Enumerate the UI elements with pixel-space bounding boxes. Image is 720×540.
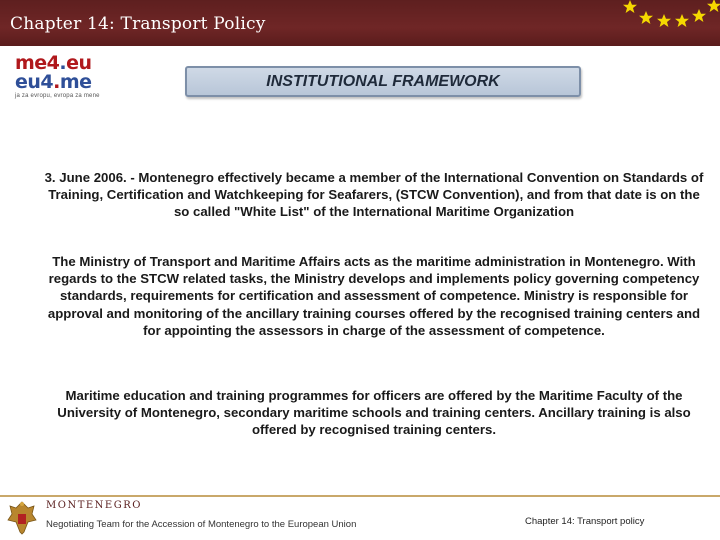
- banner-title: INSTITUTIONAL FRAMEWORK: [266, 73, 500, 90]
- paragraph-ministry-role: The Ministry of Transport and Maritime Affairs acts as the maritime administration in Montenegro. With regards to the STCW related tasks, the Ministry develops and implements policy governing competency standards, requirements for certification and assessment of competence. Ministry is responsible for approval and monitoring of the ancillary training courses offered by the recognised training centers and for appointing the assessors in charge of the assessment of competence.: [47, 254, 701, 338]
- logo-tagline: ja za evropu, evropa za mene: [15, 93, 100, 99]
- me4eu-logo: me4.eu eu4.me ja za evropu, evropa za mene: [15, 54, 115, 100]
- eu-stars-icon: [610, 0, 720, 34]
- chapter-title: Chapter 14: Transport Policy: [10, 14, 266, 34]
- paragraph-maritime-education: Maritime education and training programmes for officers are offered by the Maritime Faculty of the University of Montenegro, secondary maritime schools and training centers. Ancillary training is also offered by recognised training centers.: [57, 388, 691, 438]
- footer-divider: [0, 495, 720, 497]
- coat-of-arms-icon: [4, 500, 40, 536]
- footer-country: MONTENEGRO: [46, 500, 142, 511]
- paragraph-stcw-membership: 3. June 2006. - Montenegro effectively became a member of the International Convention on Standards of Training, Certification and Watchkeeping for Seafarers, (STCW Convention), and from that date is on the so called "White List" of the International Maritime Organization: [44, 170, 704, 220]
- section-banner: [185, 66, 581, 97]
- header-bar: [0, 0, 720, 46]
- footer-chapter: Chapter 14: Transport policy: [525, 516, 645, 527]
- footer-negotiating-team: Negotiating Team for the Accession of Montenegro to the European Union: [46, 519, 357, 530]
